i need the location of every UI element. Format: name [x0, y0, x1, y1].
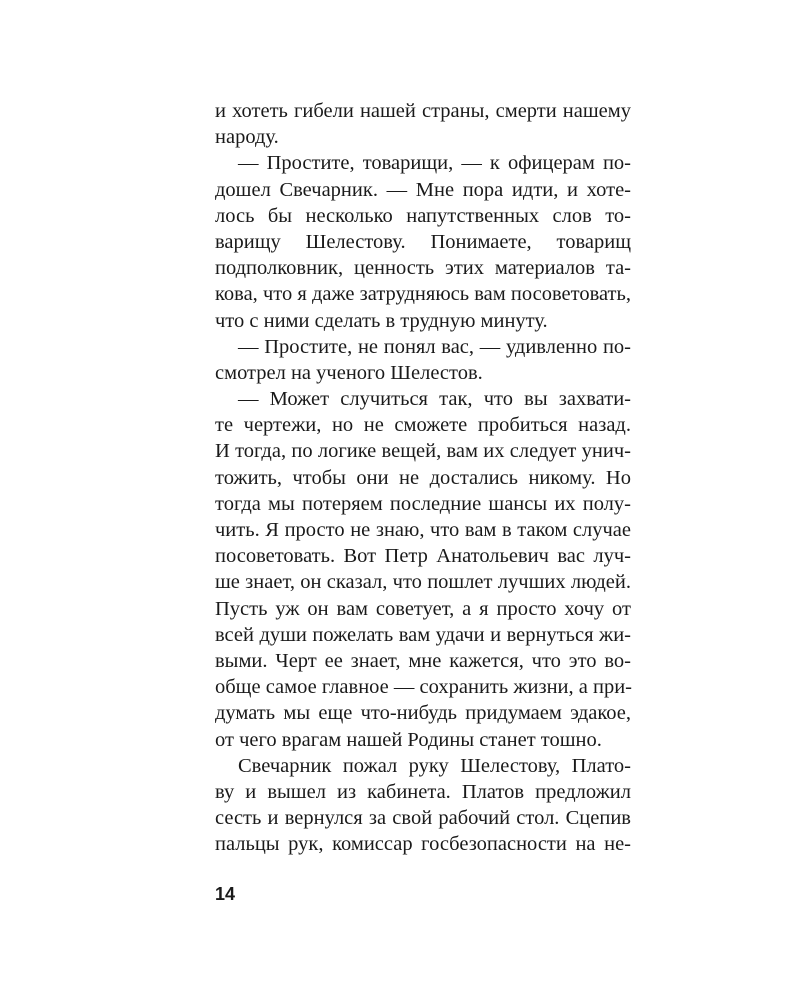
- text-line: подполковник, ценность этих материалов та-: [215, 257, 631, 280]
- text-line: лось бы несколько напутственных слов то-: [215, 204, 631, 227]
- text-line: И тогда, по логике вещей, вам их следует унич-: [215, 440, 631, 463]
- text-line: кова, что я даже затрудняюсь вам посоветовать,: [215, 283, 631, 306]
- text-line: — Простите, товарищи, — к офицерам по-: [238, 152, 631, 175]
- text-line: дошел Свечарник. — Мне пора идти, и хоте-: [215, 178, 631, 201]
- text-line: — Простите, не понял вас, — удивленно по-: [238, 335, 631, 358]
- text-line: и хотеть гибели нашей страны, смерти нашему: [215, 100, 631, 122]
- text-line: народу.: [215, 126, 279, 149]
- page-number: 14: [215, 884, 236, 904]
- text-line: пальцы рук, комиссар госбезопасности на не-: [215, 833, 631, 856]
- text-line: чить. Я просто не знаю, что вам в таком случае: [215, 519, 631, 541]
- text-line: выми. Черт ее знает, мне кажется, что это во-: [215, 649, 631, 672]
- text-line: посоветовать. Вот Петр Анатольевич вас луч-: [215, 545, 631, 568]
- text-line: — Может случиться так, что вы захвати-: [238, 388, 631, 411]
- text-line: Свечарник пожал руку Шелестову, Плато-: [238, 754, 631, 777]
- text-line: сесть и вернулся за свой рабочий стол. Сцепив: [215, 807, 631, 830]
- text-line: варищу Шелестову. Понимаете, товарищ: [215, 230, 631, 253]
- text-line: всей души пожелать вам удачи и вернуться жи-: [215, 623, 631, 646]
- text-line: Пусть уж он вам советует, а я просто хочу от: [215, 597, 631, 620]
- text-line: те чертежи, но не сможете пробиться назад.: [215, 414, 631, 437]
- text-line: тожить, чтобы они не достались никому. Но: [215, 466, 631, 489]
- text-line: ву и вышел из кабинета. Платов предложил: [215, 780, 631, 803]
- body-text: [215, 98, 631, 857]
- text-line: тогда мы потеряем последние шансы их полу-: [215, 492, 631, 515]
- text-line: думать мы еще что-нибудь придумаем эдакое,: [215, 702, 631, 725]
- text-line: обще самое главное — сохранить жизни, а при-: [215, 676, 633, 699]
- text-line: что с ними сделать в трудную минуту.: [215, 309, 548, 332]
- text-line: смотрел на ученого Шелестов.: [215, 361, 483, 384]
- text-line: ше знает, он сказал, что пошлет лучших людей.: [215, 571, 631, 594]
- text-line: от чего врагам нашей Родины станет тошно.: [215, 728, 602, 751]
